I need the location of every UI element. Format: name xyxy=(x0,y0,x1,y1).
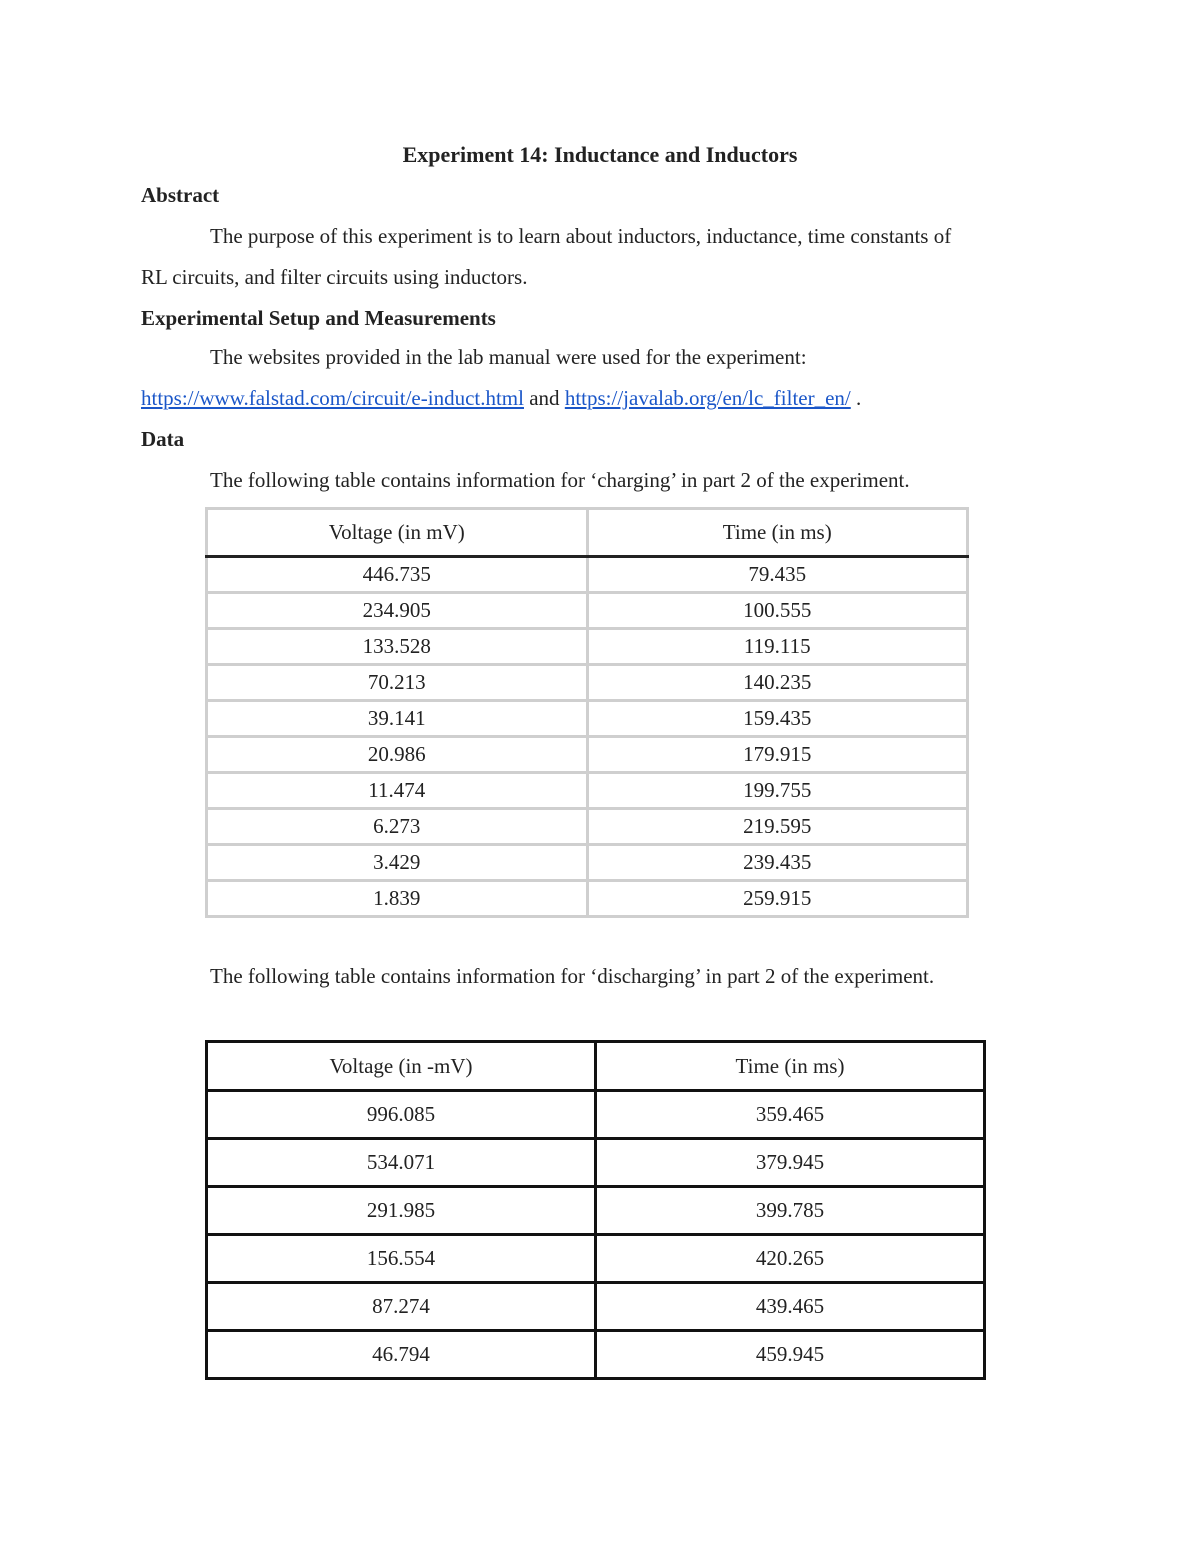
voltage-cell: 156.554 xyxy=(207,1235,596,1283)
time-cell: 239.435 xyxy=(587,845,968,881)
time-cell: 259.915 xyxy=(587,881,968,917)
table-row xyxy=(207,1091,985,1139)
table-row xyxy=(207,1235,985,1283)
voltage-cell: 6.273 xyxy=(207,809,588,845)
time-cell: 100.555 xyxy=(587,593,968,629)
table-row xyxy=(207,845,968,881)
charging-header-voltage: Voltage (in mV) xyxy=(207,509,588,557)
voltage-cell: 234.905 xyxy=(207,593,588,629)
time-cell: 159.435 xyxy=(587,701,968,737)
link-tail: . xyxy=(850,386,862,410)
voltage-cell: 291.985 xyxy=(207,1187,596,1235)
voltage-cell: 11.474 xyxy=(207,773,588,809)
charging-header-time: Time (in ms) xyxy=(587,509,968,557)
time-cell: 79.435 xyxy=(587,557,968,593)
abstract-line-2: RL circuits, and filter circuits using inductors. xyxy=(141,265,528,289)
abstract-line-1: The purpose of this experiment is to learn about inductors, inductance, time constants of xyxy=(210,224,952,248)
table-row xyxy=(207,1187,985,1235)
time-cell: 219.595 xyxy=(587,809,968,845)
table-row xyxy=(207,1283,985,1331)
time-cell: 439.465 xyxy=(596,1283,985,1331)
link-connector: and xyxy=(523,386,565,410)
voltage-cell: 3.429 xyxy=(207,845,588,881)
time-cell: 179.915 xyxy=(587,737,968,773)
time-cell: 359.465 xyxy=(596,1091,985,1139)
table-row xyxy=(207,701,968,737)
abstract-heading: Abstract xyxy=(141,183,220,207)
voltage-cell: 70.213 xyxy=(207,665,588,701)
voltage-cell: 39.141 xyxy=(207,701,588,737)
falstad-link[interactable]: https://www.falstad.com/circuit/e-induct.html xyxy=(141,386,524,410)
voltage-cell: 996.085 xyxy=(207,1091,596,1139)
voltage-cell: 87.274 xyxy=(207,1283,596,1331)
table-row xyxy=(207,629,968,665)
data-heading: Data xyxy=(141,427,185,451)
time-cell: 399.785 xyxy=(596,1187,985,1235)
setup-heading: Experimental Setup and Measurements xyxy=(141,306,496,330)
setup-line-1: The websites provided in the lab manual were used for the experiment: xyxy=(210,345,807,369)
table-row xyxy=(207,773,968,809)
charging-table-header-row xyxy=(207,509,968,557)
time-cell: 379.945 xyxy=(596,1139,985,1187)
charging-caption: The following table contains information for ‘charging’ in part 2 of the experiment. xyxy=(210,468,910,492)
javalab-link[interactable]: https://javalab.org/en/lc_filter_en/ xyxy=(564,386,851,410)
voltage-cell: 133.528 xyxy=(207,629,588,665)
table-row xyxy=(207,809,968,845)
discharging-table-header-row xyxy=(207,1042,985,1091)
charging-table xyxy=(205,507,969,918)
table-row xyxy=(207,593,968,629)
table-row xyxy=(207,1331,985,1379)
discharging-header-time: Time (in ms) xyxy=(596,1042,985,1091)
discharging-caption: The following table contains information for ‘discharging’ in part 2 of the experiment. xyxy=(210,964,935,988)
table-row xyxy=(207,881,968,917)
setup-links-line xyxy=(141,378,861,419)
voltage-cell: 20.986 xyxy=(207,737,588,773)
table-row xyxy=(207,1139,985,1187)
discharging-header-voltage: Voltage (in -mV) xyxy=(207,1042,596,1091)
discharging-table xyxy=(205,1040,986,1380)
table-row xyxy=(207,737,968,773)
voltage-cell: 446.735 xyxy=(207,557,588,593)
time-cell: 420.265 xyxy=(596,1235,985,1283)
table-row xyxy=(207,557,968,593)
table-row xyxy=(207,665,968,701)
voltage-cell: 534.071 xyxy=(207,1139,596,1187)
page-title: Experiment 14: Inductance and Inductors xyxy=(402,142,798,167)
time-cell: 140.235 xyxy=(587,665,968,701)
voltage-cell: 1.839 xyxy=(207,881,588,917)
time-cell: 119.115 xyxy=(587,629,968,665)
time-cell: 459.945 xyxy=(596,1331,985,1379)
time-cell: 199.755 xyxy=(587,773,968,809)
voltage-cell: 46.794 xyxy=(207,1331,596,1379)
